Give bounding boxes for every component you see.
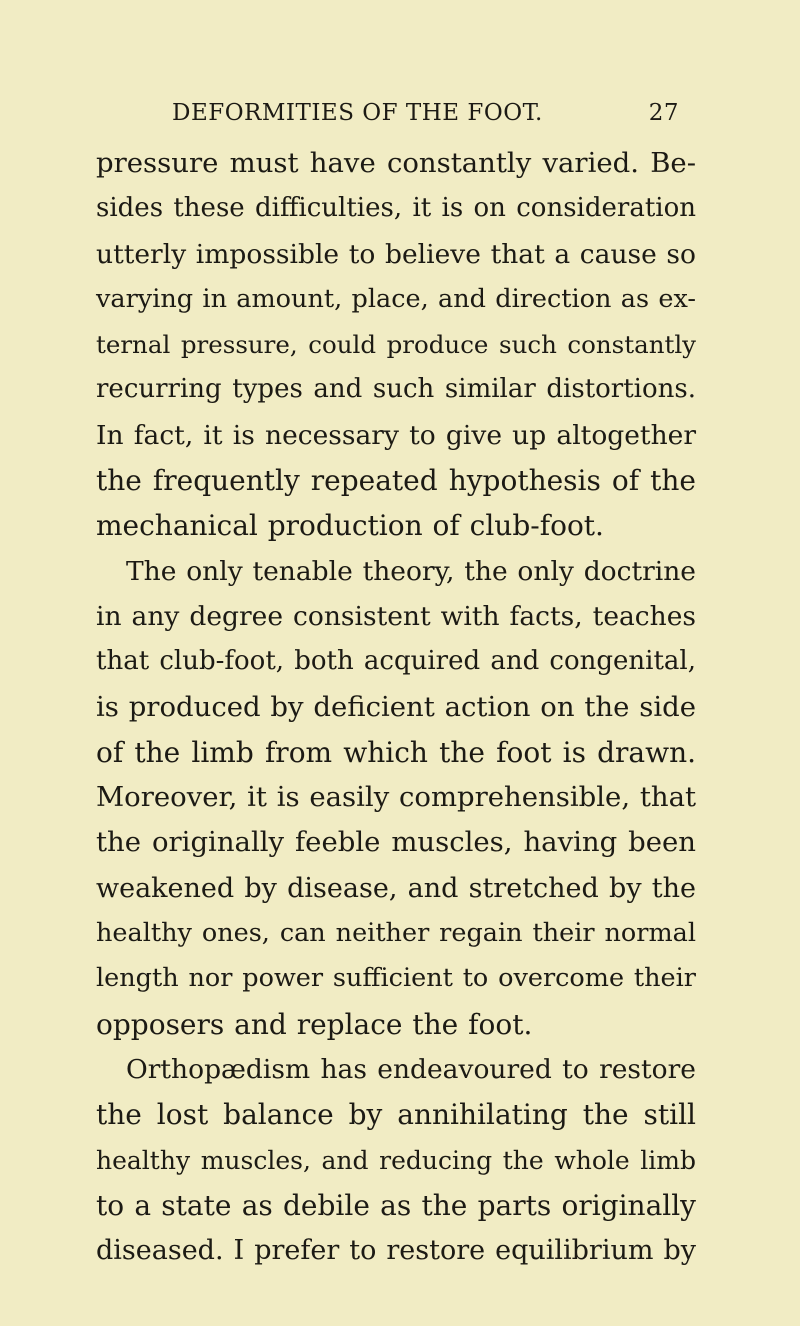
text-line: the originally feeble muscles, having been	[96, 826, 696, 859]
text-line: mechanical production of club-foot.	[96, 509, 604, 543]
page-number: 27	[648, 100, 679, 126]
text-line: that club-foot, both acquired and congenital,	[96, 646, 696, 677]
text-line: recurring types and such similar distortions.	[96, 374, 696, 405]
text-line: in any degree consistent with facts, teaches	[96, 600, 696, 632]
text-line: pressure must have constantly varied. Be-	[96, 147, 696, 179]
text-line: opposers and replace the foot.	[96, 1007, 533, 1041]
text-line: healthy ones, can neither regain their normal	[96, 918, 696, 949]
text-line: diseased. I prefer to restore equilibrium by	[96, 1235, 696, 1267]
text-line: varying in amount, place, and direction as ex-	[96, 283, 696, 314]
running-head	[96, 98, 679, 128]
text-line: ternal pressure, could produce such constantly	[96, 330, 696, 360]
text-line: length nor power sufficient to overcome their	[96, 963, 696, 994]
text-line: to a state as debile as the parts originally	[96, 1188, 696, 1222]
text-line: The only tenable theory, the only doctrine	[126, 555, 696, 587]
body-text	[96, 141, 696, 1273]
text-line: the lost balance by annihilating the still	[96, 1098, 696, 1132]
text-line: is produced by deficient action on the side	[96, 690, 696, 723]
text-line: of the limb from which the foot is drawn.	[96, 735, 696, 769]
text-line: weakened by disease, and stretched by the	[96, 872, 696, 904]
running-head-title: DEFORMITIES OF THE FOOT.	[172, 100, 543, 126]
text-line: healthy muscles, and reducing the whole limb	[96, 1145, 696, 1175]
text-line: In fact, it is necessary to give up altogether	[96, 419, 696, 451]
text-line: Orthopædism has endeavoured to restore	[126, 1053, 696, 1085]
text-line: Moreover, it is easily comprehensible, that	[96, 781, 697, 814]
text-line: sides these difficulties, it is on consideration	[96, 193, 696, 224]
text-line: the frequently repeated hypothesis of the	[96, 464, 696, 498]
text-line: utterly impossible to believe that a cause so	[96, 238, 696, 270]
